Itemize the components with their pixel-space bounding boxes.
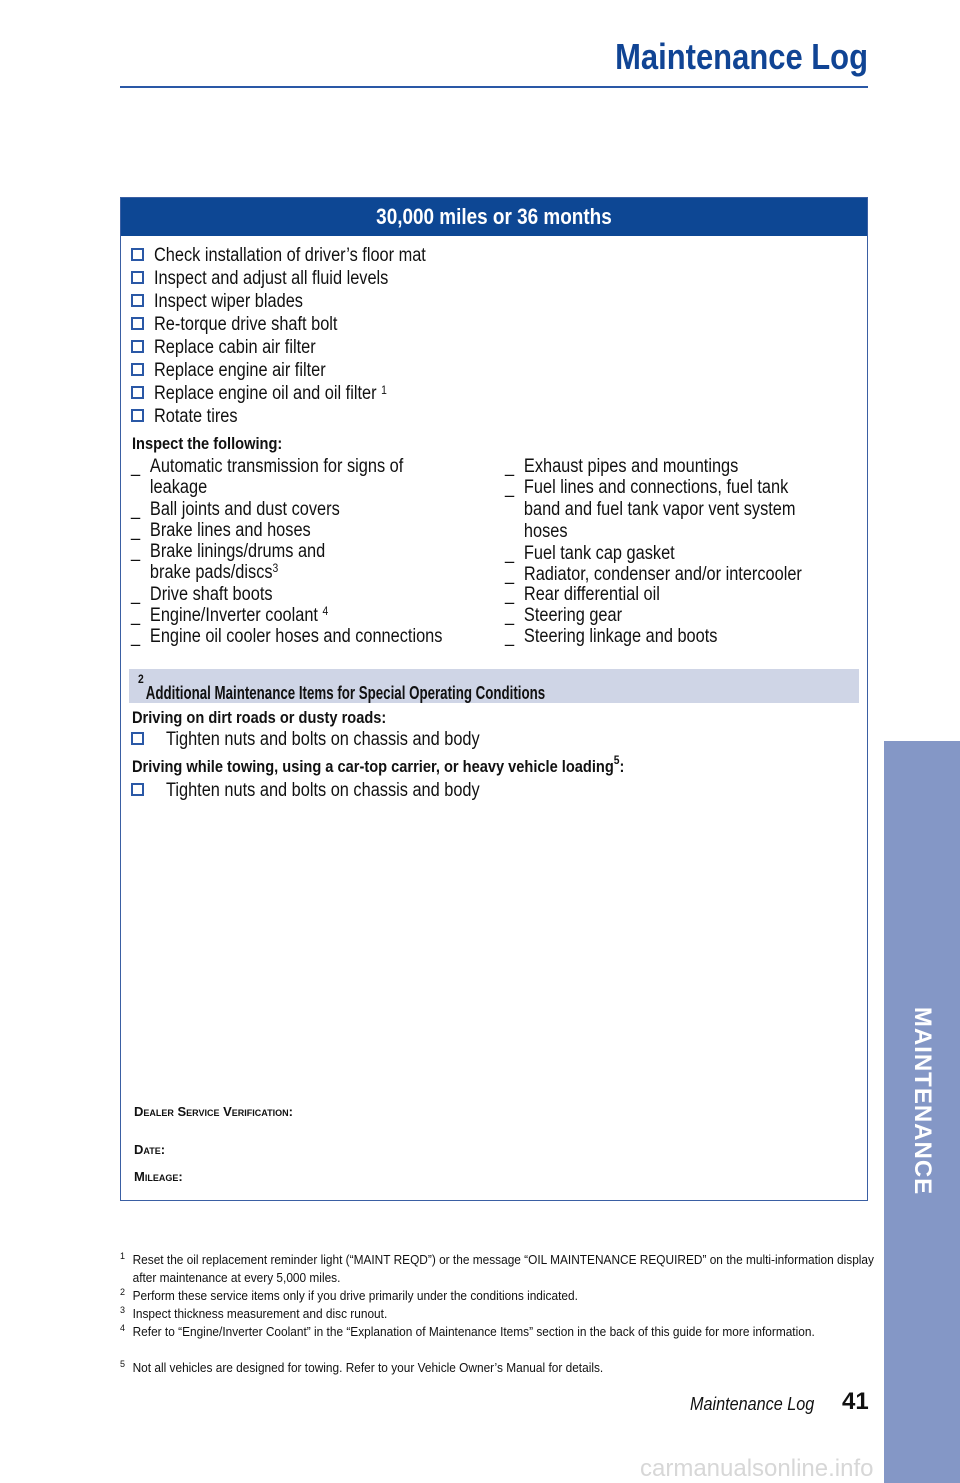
- maintenance-box: [120, 197, 868, 1201]
- condition-item: [131, 780, 531, 802]
- checklist-item: [131, 268, 427, 290]
- inspect-label: Inspect the following:: [132, 434, 283, 453]
- checkbox[interactable]: [131, 386, 144, 399]
- checklist-item: [131, 245, 470, 267]
- footnote: 1 Reset the oil replacement reminder light (“MAINT REQD”) or the message “OIL MAINTENANCE REQUIRED” on the multi-information display after maintenance at every 5,000 miles.: [120, 1251, 874, 1285]
- checklist-item: [131, 383, 425, 405]
- condition-label: Driving while towing, using a car-top carrier, or heavy vehicle loading$^5$:: [132, 753, 625, 776]
- footnote-ref: 2: [138, 672, 144, 686]
- footnote: 3 Inspect thickness measurement and disc runout.: [120, 1305, 388, 1321]
- footnote: 4 Refer to “Engine/Inverter Coolant” in the “Explanation of Maintenance Items” section in the back of this guide for more information.: [120, 1323, 815, 1339]
- checkbox[interactable]: [131, 783, 144, 796]
- inspect-item: _ Drive shaft boots: [131, 584, 273, 605]
- checklist-item-label: Check installation of driver’s floor mat: [154, 245, 426, 266]
- inspect-item: _ Fuel tank cap gasket: [505, 543, 675, 564]
- watermark: carmanualsonline.info: [640, 1455, 874, 1482]
- inspect-item: _ Rear differential oil: [505, 584, 660, 605]
- inspect-item: _ Engine/Inverter coolant $^4$: [131, 604, 329, 626]
- checklist-item-label: Inspect wiper blades: [154, 291, 303, 312]
- checklist-item-label: Inspect and adjust all fluid levels: [154, 268, 389, 289]
- checklist-item-label: Replace cabin air filter: [154, 337, 316, 358]
- section-tab[interactable]: [884, 741, 960, 1483]
- checklist-item: [131, 291, 327, 313]
- inspect-item: _ Engine oil cooler hoses and connections: [131, 626, 443, 647]
- footnote-ref: 3: [272, 561, 279, 575]
- inspect-item: _ Ball joints and dust covers: [131, 499, 340, 520]
- inspect-item: _ Radiator, condenser and/or intercooler: [505, 564, 802, 585]
- checklist-item: [131, 360, 354, 382]
- footnote-ref: 4: [322, 604, 329, 618]
- checklist-item-label: Re-torque drive shaft bolt: [154, 314, 338, 335]
- checkbox[interactable]: [131, 317, 144, 330]
- checkbox[interactable]: [131, 271, 144, 284]
- page-number: 41: [842, 1388, 869, 1415]
- page-title: Maintenance Log: [615, 36, 868, 77]
- inspect-item: _ Steering linkage and boots: [505, 626, 718, 647]
- checkbox[interactable]: [131, 363, 144, 376]
- checkbox[interactable]: [131, 409, 144, 422]
- section-tab-label: MAINTENANCE: [909, 1006, 936, 1196]
- inspect-item: _ Fuel lines and connections, fuel tank band and fuel tank vapor vent system hoses: [505, 477, 796, 542]
- footnote-ref: 1: [381, 383, 387, 397]
- footnote: 2 Perform these service items only if you drive primarily under the conditions indicated.: [120, 1287, 578, 1303]
- checklist-item: [131, 406, 251, 428]
- title-rule: [120, 86, 868, 88]
- condition-item: [131, 729, 531, 751]
- checkbox[interactable]: [131, 248, 144, 261]
- condition-item-label: Tighten nuts and bolts on chassis and body: [166, 780, 480, 801]
- checklist-item: [131, 337, 342, 359]
- footnote: 5 Not all vehicles are designed for towing. Refer to your Vehicle Owner’s Manual for details.: [120, 1359, 604, 1375]
- checkbox[interactable]: [131, 294, 144, 307]
- footer-label: Maintenance Log: [690, 1394, 815, 1414]
- checklist-item: [131, 314, 367, 336]
- footnote-ref: 5: [613, 753, 620, 767]
- additional-items-title: Additional Maintenance Items for Special Operating Conditions: [145, 683, 546, 703]
- inspect-item: _ Brake lines and hoses: [131, 520, 311, 541]
- inspect-item: _ Steering gear: [505, 605, 623, 626]
- inspect-item: _ Brake linings/drums and brake pads/discs$^3$: [131, 541, 326, 583]
- checklist-item-label: Rotate tires: [154, 406, 238, 427]
- condition-item-label: Tighten nuts and bolts on chassis and body: [166, 729, 480, 750]
- checklist-item-label: Replace engine air filter: [154, 360, 326, 381]
- dealer-service-verification: Dealer Service Verification:: [134, 1104, 293, 1119]
- mileage-label: Mileage:: [134, 1169, 183, 1184]
- box-header-text: 30,000 miles or 36 months: [376, 204, 612, 229]
- additional-items-bar: [129, 669, 859, 703]
- checkbox[interactable]: [131, 732, 144, 745]
- inspect-item: _ Automatic transmission for signs of leakage: [131, 456, 404, 498]
- checklist-item-label: Replace engine oil and oil filter: [154, 383, 377, 404]
- condition-label: Driving on dirt roads or dusty roads:: [132, 708, 387, 727]
- box-header: [121, 198, 867, 236]
- checkbox[interactable]: [131, 340, 144, 353]
- date-label: Date:: [134, 1142, 166, 1157]
- inspect-item: _ Exhaust pipes and mountings: [505, 456, 739, 477]
